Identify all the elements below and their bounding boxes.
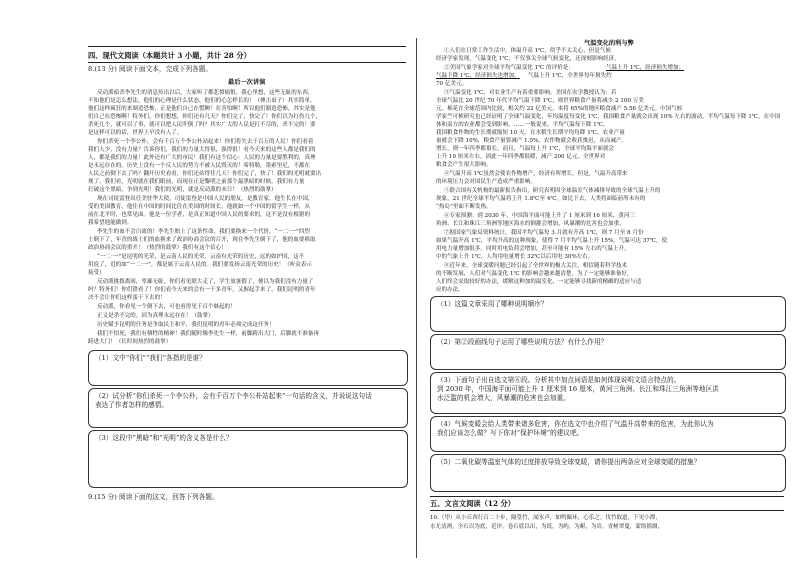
q10-line1: 10.（甲）从小丘西行百二十步，隔篁竹，闻水声，如鸣佩环，心乐之。伐竹取道，下见小潭， bbox=[430, 515, 661, 521]
q1-prompt: （1）文中“你们”“我们”各指的是谁？ bbox=[95, 354, 206, 362]
r-q3-prompt-line1: （3）下面句子出自选文第⑥段。分析其中加点词语是如何体现说明文语言特点的。 bbox=[437, 376, 681, 384]
q2-prompt-line1: （2）试分析“你们杀死一个李公朴，会有千百万个李公朴站起来”一句话的含义，并说说这句话 bbox=[95, 392, 372, 400]
section-5-heading: 五、文言文阅读（12 分） bbox=[430, 499, 516, 508]
q10-line2: 水尤清冽。全石以为底，近岸，卷石底以出，为坻，为屿，为嵁，为岩。青树翠蔓，蒙络摇缀， bbox=[430, 524, 664, 530]
article-title-right: 气温变化的利与弊 bbox=[584, 40, 634, 47]
answer-box-q2[interactable] bbox=[88, 388, 408, 428]
article-title: 最后一次讲演 bbox=[228, 79, 266, 86]
answer-box-r-q2[interactable] bbox=[430, 334, 786, 370]
section5-bottom-rule bbox=[430, 510, 784, 511]
answer-box-r-q4[interactable] bbox=[430, 416, 786, 452]
answer-box-r-q5[interactable] bbox=[430, 454, 786, 492]
underlined-sentence-part2: 气温下降 1℃，经济损失也增加。 bbox=[436, 73, 520, 79]
r-q1-prompt: （1）这篇文章采用了哪种说明顺序？ bbox=[437, 300, 548, 308]
section5-top-rule bbox=[430, 496, 784, 497]
q3-prompt: （3）这段中“黑暗”和“光明”的含义各是什么？ bbox=[95, 434, 233, 442]
answer-box-r-q3[interactable] bbox=[430, 372, 786, 414]
answer-box-q1[interactable] bbox=[88, 350, 408, 386]
q8-intro: 8.(13 分) 阅读下面文本，完成下列各题。 bbox=[88, 65, 213, 73]
section-4-heading: 四、现代文阅读（本题共计 3 小题，共计 28 分） bbox=[88, 51, 251, 60]
r-q4-prompt-line2: 我们应该怎么做？写下你对“保护环境”的建议吧。 bbox=[437, 429, 584, 437]
r-q2-prompt: （2）第②段画线句子运用了哪些说明方法？有什么作用？ bbox=[437, 338, 608, 346]
answer-box-r-q1[interactable] bbox=[430, 296, 786, 332]
r-q3-prompt-line3: 水泛滥的机会增大，风暴潮的危害也会加重。 bbox=[437, 394, 570, 402]
r-q3-prompt-line2: 到 2030 年，中国海平面可能上升 1 厘米到 16 厘米，黄河三角洲、长江和珠江三角洲等地区洪 bbox=[437, 385, 719, 393]
q2-prompt-line2: 表达了作者怎样的感情。 bbox=[95, 401, 169, 409]
underlined-sentence-part1: 气温上升 1℃，经济损失增加； bbox=[606, 65, 685, 71]
r-q5-prompt: （5）二氧化碳等温室气体的过度排放导致全球变暖，请你提出两条应对全球变暖的措施？ bbox=[437, 458, 701, 466]
section-rule bbox=[88, 62, 406, 63]
left-column: 四、现代文阅读（本题共计 3 小题，共计 28 分） 8.(13 分) 阅读下面文本，完成下列各题。 最后一次讲演 反动派暗杀李先生的消息传出以后，大家听了都悲愤痛恨。我心里想，这些无耻的东西， 不知他们是怎么想法，他们的心理是什么状态，他们的心怎样长的！（捶击桌子）其实简单， 他们这样疯狂的来制造恐怖，正是他们自己在慌啊！在害怕啊！所以他们制造恐怖，其实是他 们自己在恐怖啊！特务们，你们想想，你们还有几天？你们完了，快完了！你们以为打伤几个， 杀死几个，就可以了事，就可以把人民吓倒了吗？其实广大的人民是打不尽的，杀不完的！要 是这样可以的话，世界上早没有人了。 你们杀死一个李公朴，会有千百万个李公朴站起来！你们将失去千百万的人民！你们看着 我们人少，没有力量？告诉你们，我们的力量大得很，强得很！看今天来的这些人都是我们的 人，都是我们的力量！此外还有广大的市民！我们有这个信心：人民的力量是要胜利的，真理 是永远存在的。历史上没有一个反人民的势力不被人民毁灭的！希特勒，墨索里尼，不都在 人民之前倒下去了吗？翻开历史看看，你们还站得住几天！你们完了，快了！我们的光明就要出 现了。我们看，光明就在我们眼前，而现在正是黎明之前那个最黑暗的时候。我们有力量 打破这个黑暗，争到光明！我们的光明，就是反动派的末日！（热烈的鼓掌） 现在司徒雷登出任美驻华大使，司徒雷登是中国人民的朋友，是教育家，他生长在中国， 受的美国教育。他住在中国的时间比住在美国的时间长，他就如一个中国的留学生一样，从 前在北平时，也常见面。他是一位学者，是真正知道中国人民的要求的，这不是没有根据的 我希望他能做到。 李先生的血不会白流的！李先生赔上了这条性命，我们要换来一个代价。“一二·一”四烈 士倒下了，年青的战士们的血换来了政治协商会议的召开，现在李先生倒下了，他的血要换取 政治协商会议的重开！（热烈的鼓掌）我们有这个信心！ “一二·一”是昆明的光荣，是云南人民的光荣。云南有光荣的历史，远的如护国，这不 用说了，近的如“一二·一”，都是属于云南人民的。我们要发扬云南光荣的历史！（听众表示 接受） 反动派挑拨离间，卑鄙无耻，你们看见联大走了，学生放暑假了，便以为我们没有力量了 吗？特务们！你们错看了！你们看今天来的会有一千多青年，又握起手来了，我们昆明的青年 决不会让你们这样蛮干下去的！ 反动派，你看见一个倒下去，可也看得见千百个继起的！ 正义是杀不完的，因为真理永远存在！（鼓掌） 历史赋予昆明的任务是争取民主和平，我们昆明的青年必须完成这任务！ 我们不怕死，我们有牺牲的精神！我们随时像李先生一样，前脚跨出大门，后脚就不准备再 跨进大门！（长时间热烈的鼓掌） （1）文中“你们”“我们”各指的是谁？ （2）试分析“你们杀死一个李公朴，会有千百万个李公朴站起来”一句话的含义，并说说这句话 表达了作者怎样的感情。 （3）这段中“黑暗”和“光明”的含义各是什么？ 9.(15 分) 阅读下面的这文，回答下列各题。 bbox=[0, 0, 416, 562]
r-q4-prompt-line1: （4）气候变暖会给人类带来诸多危害，你在选文中也介绍了气温升高带来的危害，为此你认为 bbox=[437, 420, 714, 428]
top-rule bbox=[88, 46, 406, 47]
q9-intro: 9.(15 分) 阅读下面的这文，回答下列各题。 bbox=[88, 493, 219, 501]
answer-box-q3[interactable] bbox=[88, 430, 408, 488]
right-column: 气温变化的利与弊 ①人们在日常工作生活中，体温升高 1℃，似乎不太关心，但是气候 经济学家发现，气温变化 1℃，不仅事关全球气候变化，还深刻影响经济。 ②美国气象学家对全球平均气温变化 1℃ 的评价是： 气温上升 1℃，经济损失增加； 气温下降 1℃，经济损失也增加。 气温上升 1℃，全世界每年损失约 70 亿美元。 ③气温变化 1℃，对农业生产有着重要影响。美国在农学教授认为：若 全球气温比 20 世纪 70 年代平均气温下降 1℃，则世界粮食产量将减少 2 100 万美 元。棉花在全球范围内比较，相关约 22 亿美元，本将 65%的地区粮食减产 5.56 亿美元。中国气候 学家竺可桢研究也已经证明了全球气温变化，年均温度每变化 1℃，我国粮食产量就会出现 10% 左右的波动，平均气温每下降 1℃，在中国 休和南方的农业都会受到影响，……一般说来，平均气温每下降 1℃， 我国粮食作物的生长期就缩短 10 天。在水稻生长期平均每降 1℃，农业产量 量就会下降 10%，粮食产量要减产 1.5%，农作物就会收获推迟，从而减产。 增长，则一年四季都很长。而且，气温每上升 1℃，全球平均海平面就会 上升 10 厘米左右，因此一年四季都很暖，减产 200 亿元。全世界对 粮食会产生很大影响。 ④气温升高 1℃虽然会使农作物增产，经济有所增长，但是，气温升高带来 的环境压力会对国民生产造成严重影响。 ⑤联合国有关机构的最新报告指出，研究表明因全球温室气体减排导致的全球气温上升的 现象，21 世纪全球平均气温将上升 1.8℃至 4℃。如比下去，人类将面临前所未有的 “热岛”里面不断发热。 ⑥专家预测：到 2030 年，中国海平面可能上升了 1 厘米到 16 厘米，黄河三 角洲、长江和珠江三角洲等地区海水的倒灌会增加，风暴潮的危害也会加重。 ⑦据国家气象局资料统计，我国平均气温每 3 月就有升高 1℃，则 7 月至 8 月份 如果气温升高 1℃，平均升高的这种现象，使得 7 月平均气温上升 15%，气温可达 37℃，使 用电力量增加很多。同时用电负荷会增加，甚至可能有 15% 左右的气温上升。 中的气象上升 1℃，人均用电量增长 32℃以后用电 30%左右。 ⑧近年来，全球变暖问题已经引起了全世界的极大关注。相信随着科学技术 的不断发展，人们对气温变化 1℃ 的影响会越来越清楚。为了一定能够准备好， 人们终会采取较好的办法，缓解这种加的温室化，一定能够寻找新的精确的适应与适 应的办法。 （1）这篇文章采用了哪种说明顺序？ （2）第②段画线句子运用了哪些说明方法？有什么作用？ （3）下面句子出自选文第⑥段。分析其中加点词语是如何体现说明文语言特点的。 到 2030 年，中国海平面可能上升 1 厘米到 16 厘米，黄河三角洲、长江和珠江三角洲等地区洪 水泛滥的机会增大，风暴潮的危害也会加重。 （4）气候变暖会给人类带来诸多危害，你在选文中也介绍了气温升高带来的危害，为此你认为 我们应该怎么做？写下你对“保护环境”的建议吧。 （5）二氧化碳等温室气体的过度排放导致全球变暖，请你提出两条应对全球变暖的措施？ 五、文言文阅读（12 分） 10.（甲）从小丘西行百二十步，隔篁竹，闻水声，如鸣佩环，心乐之。伐竹取道，下见小潭， 水尤清冽。全石以为底，近岸，卷石底以出，为坻，为屿，为嵁，为岩。青树翠蔓，蒙络摇缀， bbox=[416, 0, 794, 562]
